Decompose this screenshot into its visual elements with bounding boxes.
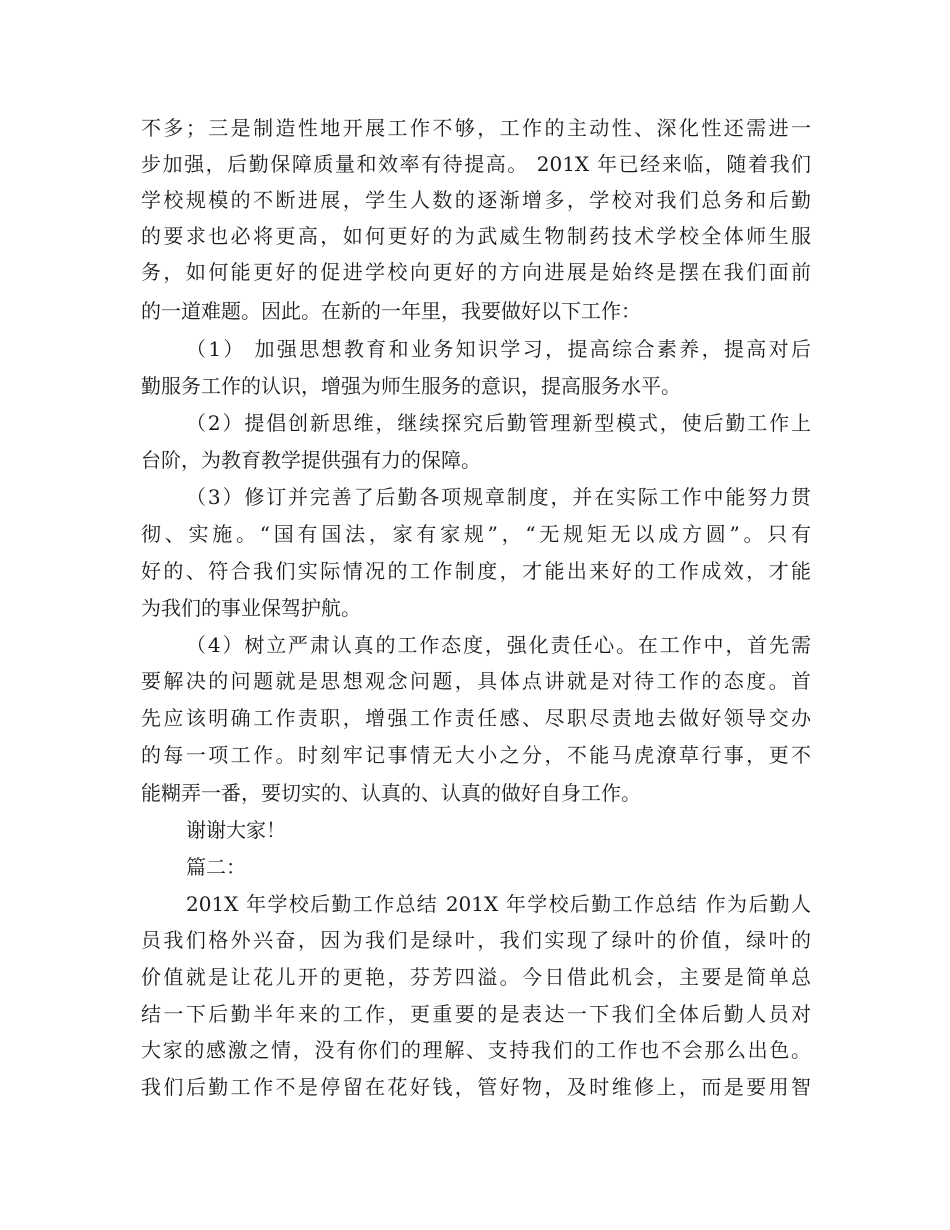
text-line: 步加强，后勤保障质量和效率有待提高。 201X 年已经来临，随着我们 — [141, 152, 811, 176]
text-line: 彻、实施。“国有国法，家有家规”，“无规矩无以成方圆”。只有 — [141, 522, 811, 546]
text-line: 好的、符合我们实际情况的工作制度，才能出来好的工作成效，才能 — [141, 559, 811, 583]
text-line: 的一道难题。因此。在新的一年里，我要做好以下工作： — [141, 299, 641, 323]
text-line: 员我们格外兴奋，因为我们是绿叶，我们实现了绿叶的价值，绿叶的 — [141, 928, 811, 952]
text-line: 能糊弄一番，要切实的、认真的、认真的做好自身工作。 — [141, 781, 641, 805]
text-line: 学校规模的不断进展，学生人数的逐渐增多，学校对我们总务和后勤 — [141, 188, 811, 212]
text-line: 我们后勤工作不是停留在花好钱，管好物，及时维修上，而是要用智 — [141, 1075, 811, 1099]
list-item-3: （3）修订并完善了后勤各项规章制度，并在实际工作中能努力贯 — [186, 485, 811, 509]
text-line: 的每一项工作。时刻牢记事情无大小之分，不能马虎潦草行事，更不 — [141, 743, 811, 767]
list-item-1: （1） 加强思想教育和业务知识学习，提高综合素养，提高对后 — [186, 337, 811, 361]
text-line: 不多；三是制造性地开展工作不够，工作的主动性、深化性还需进一 — [141, 116, 811, 140]
text-line: 为我们的事业保驾护航。 — [141, 596, 361, 620]
text-line: 结一下后勤半年来的工作，更重要的是表达一下我们全体后勤人员对 — [141, 1002, 811, 1026]
text-line: 台阶，为教育教学提供强有力的保障。 — [141, 448, 481, 472]
closing-thanks: 谢谢大家！ — [186, 818, 286, 842]
text-line: 务，如何能更好的促进学校向更好的方向进展是始终是摆在我们面前 — [141, 260, 811, 284]
text-line: 要解决的问题就是思想观念问题，具体点讲就是对待工作的态度。首 — [141, 669, 811, 693]
list-item-4: （4）树立严肃认真的工作态度，强化责任心。在工作中，首先需 — [186, 633, 811, 657]
list-item-2: （2）提倡创新思维，继续探究后勤管理新型模式，使后勤工作上 — [186, 411, 811, 435]
section-heading: 篇二： — [186, 855, 246, 879]
text-line: 大家的感激之情，没有你们的理解、支持我们的工作也不会那么出色。 — [141, 1038, 811, 1062]
text-line: 的要求也必将更高，如何更好的为武威生物制药技术学校全体师生服 — [141, 224, 811, 248]
text-line: 201X 年学校后勤工作总结 201X 年学校后勤工作总结 作为后勤人 — [186, 892, 811, 916]
text-line: 先应该明确工作责职，增强工作责任感、尽职尽责地去做好领导交办 — [141, 706, 811, 730]
text-line: 勤服务工作的认识，增强为师生服务的意识，提高服务水平。 — [141, 374, 681, 398]
text-line: 价值就是让花儿开的更艳，芬芳四溢。今日借此机会，主要是简单总 — [141, 965, 811, 989]
